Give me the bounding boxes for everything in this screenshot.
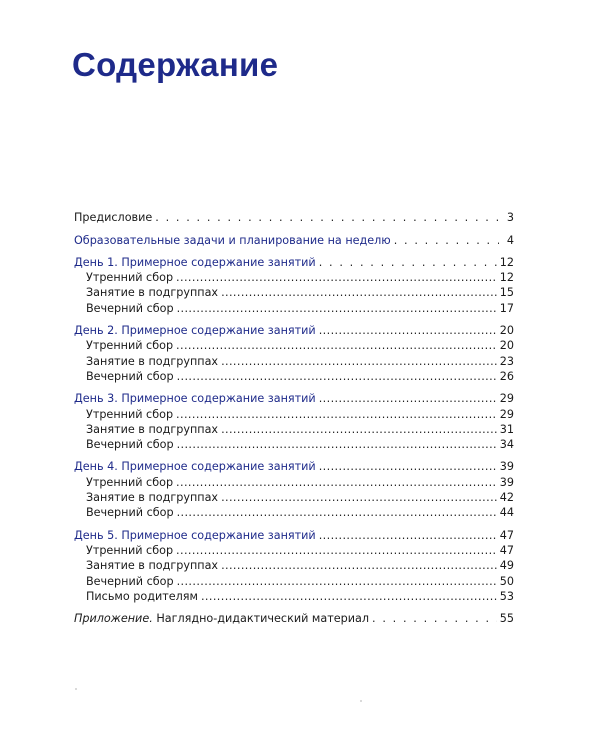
toc-page-number: 50: [499, 574, 514, 588]
toc-entry-label: Утренний сбор: [86, 271, 174, 285]
toc-entry-label: Занятие в подгруппах: [86, 286, 219, 300]
toc-entry-label: День 3. Примерное содержание занятий: [74, 392, 316, 406]
toc-entry-label: Занятие в подгруппах: [86, 559, 219, 573]
toc-subentry[interactable]: [74, 338, 514, 353]
dot-leader: [176, 270, 497, 285]
toc-subentry[interactable]: [74, 558, 514, 573]
toc-page-number: 29: [499, 392, 514, 406]
toc-entry[interactable]: [74, 527, 514, 542]
toc-entry-label: Занятие в подгруппах: [86, 422, 219, 436]
toc-entry-label: Вечерний сбор: [86, 574, 174, 588]
table-of-contents: [74, 210, 514, 626]
toc-page-number: 47: [499, 543, 514, 557]
toc-entry[interactable]: [74, 255, 514, 270]
appendix-label-italic: Приложение.: [74, 612, 153, 626]
toc-page-number: 29: [499, 407, 514, 421]
toc-entry[interactable]: [74, 323, 514, 338]
toc-entry-label: Образовательные задачи и планирование на неделю: [74, 233, 391, 247]
toc-page-number: 26: [499, 369, 514, 383]
toc-page-number: 12: [499, 271, 514, 285]
toc-entry-label: Утренний сбор: [86, 339, 174, 353]
dot-leader: [176, 475, 497, 490]
toc-subentry[interactable]: [74, 589, 514, 604]
dot-leader: [319, 528, 497, 543]
dot-leader: [319, 323, 497, 338]
toc-page-number: 44: [499, 506, 514, 520]
dot-leader: [177, 369, 497, 384]
dot-leader: [176, 407, 497, 422]
toc-subentry[interactable]: [74, 270, 514, 285]
dot-leader: [319, 255, 497, 270]
toc-entry-label: Занятие в подгруппах: [86, 491, 219, 505]
dot-leader: [177, 505, 497, 520]
appendix-label-rest: Наглядно-дидактический материал: [152, 612, 370, 626]
dot-leader: [155, 210, 499, 225]
toc-entry-label: Утренний сбор: [86, 543, 174, 557]
dot-leader: [176, 338, 497, 353]
toc-subentry[interactable]: [74, 474, 514, 489]
toc-entry-label: День 4. Примерное содержание занятий: [74, 460, 316, 474]
toc-page-number: 47: [499, 528, 514, 542]
toc-entry-label: Занятие в подгруппах: [86, 354, 219, 368]
page-title: Содержание: [72, 46, 279, 83]
toc-entry[interactable]: [74, 210, 514, 225]
dot-leader: [221, 354, 497, 369]
toc-subentry[interactable]: [74, 543, 514, 558]
scan-speck: [75, 688, 77, 690]
dot-leader: [394, 233, 499, 248]
toc-entry[interactable]: [74, 232, 514, 247]
toc-page-number: 12: [499, 255, 514, 269]
toc-subentry[interactable]: [74, 573, 514, 588]
toc-page-number: 49: [499, 559, 514, 573]
toc-page-number: 4: [506, 233, 514, 247]
toc-page-number: 15: [499, 286, 514, 300]
toc-subentry[interactable]: [74, 406, 514, 421]
toc-entry-label: Утренний сбор: [86, 475, 174, 489]
dot-leader: [221, 558, 497, 573]
toc-entry-label: Письмо родителям: [86, 589, 198, 603]
toc-entry-label: Утренний сбор: [86, 407, 174, 421]
toc-entry[interactable]: [74, 459, 514, 474]
toc-subentry[interactable]: [74, 422, 514, 437]
toc-entry-label: День 1. Примерное содержание занятий: [74, 255, 316, 269]
toc-entry-label: Предисловие: [74, 211, 153, 225]
dot-leader: [221, 285, 497, 300]
toc-entry-label: День 5. Примерное содержание занятий: [74, 528, 316, 542]
toc-page-number: 31: [499, 422, 514, 436]
toc-page-number: 17: [499, 301, 514, 315]
toc-page-number: 42: [499, 491, 514, 505]
toc-subentry[interactable]: [74, 353, 514, 368]
dot-leader: [221, 490, 497, 505]
dot-leader: [201, 589, 497, 604]
dot-leader: [319, 391, 497, 406]
toc-subentry[interactable]: [74, 437, 514, 452]
toc-entry-label: Вечерний сбор: [86, 506, 174, 520]
scan-speck: [360, 700, 362, 702]
toc-subentry[interactable]: [74, 285, 514, 300]
toc-page-number: 20: [499, 339, 514, 353]
dot-leader: [319, 459, 497, 474]
toc-page-number: 39: [499, 475, 514, 489]
toc-entry-label: Вечерний сбор: [86, 438, 174, 452]
toc-subentry[interactable]: [74, 490, 514, 505]
toc-entry-label: Вечерний сбор: [86, 301, 174, 315]
toc-subentry[interactable]: [74, 505, 514, 520]
toc-entry-appendix[interactable]: [74, 611, 514, 626]
toc-entry-label: Вечерний сбор: [86, 369, 174, 383]
toc-page-number: 3: [506, 211, 514, 225]
dot-leader: [177, 437, 497, 452]
toc-page-number: 23: [499, 354, 514, 368]
toc-page-number: 39: [499, 460, 514, 474]
dot-leader: [177, 574, 497, 589]
toc-page-number: 20: [499, 324, 514, 338]
dot-leader: [177, 301, 497, 316]
dot-leader: [221, 422, 497, 437]
toc-subentry[interactable]: [74, 300, 514, 315]
dot-leader: [176, 543, 497, 558]
toc-entry[interactable]: [74, 391, 514, 406]
toc-entry-label: День 2. Примерное содержание занятий: [74, 324, 316, 338]
toc-subentry[interactable]: [74, 369, 514, 384]
toc-page-number: 55: [499, 612, 514, 626]
toc-entry-label: [74, 611, 369, 626]
toc-page-number: 34: [499, 438, 514, 452]
toc-page-number: 53: [499, 589, 514, 603]
dot-leader: [372, 611, 497, 626]
